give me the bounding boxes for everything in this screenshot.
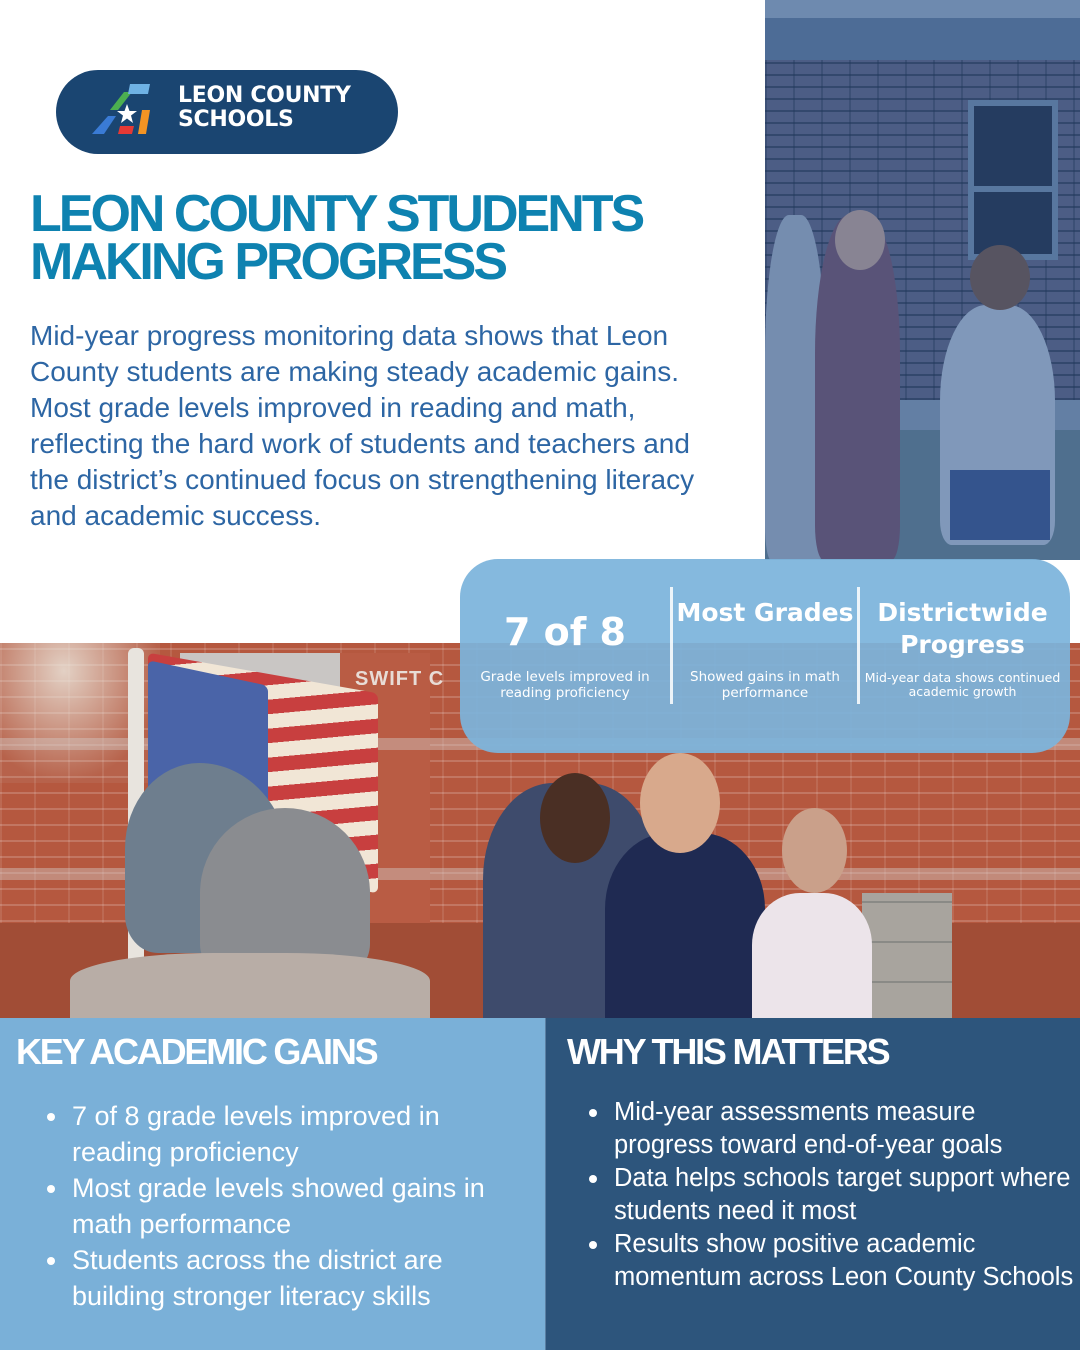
stat-districtwide — [860, 559, 1065, 753]
photo-student-girl-white — [752, 893, 872, 1018]
photo-statue-base — [70, 953, 430, 1018]
list-item: Students across the district are building stronger literacy skills — [72, 1242, 522, 1314]
stat-value: 7 of 8 — [504, 610, 626, 654]
stat-label — [460, 669, 670, 701]
stat-label-text: Mid-year data shows continued academic growth — [864, 670, 1061, 699]
stat-math — [672, 559, 858, 753]
logo-line-1: LEON COUNTY — [178, 83, 351, 108]
logo-wordmark — [178, 84, 351, 132]
photo-block-wall — [862, 893, 952, 1018]
photo-student-girl-white-head — [782, 808, 847, 893]
photo-blue-tint — [765, 0, 1080, 560]
key-gains-title: KEY ACADEMIC GAINS — [16, 1031, 377, 1072]
stat-label — [672, 669, 858, 701]
stat-label — [860, 671, 1065, 699]
page-title-line-1: LEON COUNTY STUDENTS — [30, 185, 643, 243]
why-matters-list — [614, 1096, 1074, 1294]
key-academic-gains-section — [0, 1018, 545, 1350]
stat-label-text: Showed gains in math performance — [690, 669, 840, 701]
students-walking-photo — [765, 0, 1080, 560]
photo-student-girl-head — [640, 753, 720, 853]
why-this-matters-section — [545, 1018, 1080, 1350]
list-item: Data helps schools target support where students need it most — [614, 1162, 1074, 1228]
stat-value: Most Grades — [676, 598, 854, 627]
list-item: Mid-year assessments measure progress toward end-of-year goals — [614, 1096, 1074, 1162]
key-gains-list — [72, 1098, 522, 1314]
intro-paragraph: Mid-year progress monitoring data shows that Leon County students are making steady academic gains. Most grade levels improved in reading and math, reflecting the hard work of students and teachers and the district’s continued focus on strengthening literacy and academic success. — [30, 320, 695, 531]
page-title-line-2: MAKING PROGRESS — [30, 233, 506, 291]
stat-value: Districtwide Progress — [877, 598, 1048, 659]
stat-reading — [460, 559, 670, 753]
why-matters-title: WHY THIS MATTERS — [567, 1031, 889, 1072]
leon-county-schools-logo — [56, 70, 398, 154]
list-item: 7 of 8 grade levels improved in reading proficiency — [72, 1098, 522, 1170]
list-item: Most grade levels showed gains in math performance — [72, 1170, 522, 1242]
logo-line-2: SCHOOLS — [178, 107, 294, 132]
list-item: Results show positive academic momentum across Leon County Schools — [614, 1228, 1074, 1294]
page-title — [30, 185, 750, 291]
photo-student-girl-hoodie — [605, 833, 765, 1018]
photo-building-sign: SWIFT C — [355, 668, 445, 690]
stats-panel — [460, 559, 1070, 753]
stat-label-text: Grade levels improved in reading proficiency — [480, 669, 650, 701]
photo-student-boy-head — [540, 773, 610, 863]
logo-mark-icon — [90, 82, 170, 142]
